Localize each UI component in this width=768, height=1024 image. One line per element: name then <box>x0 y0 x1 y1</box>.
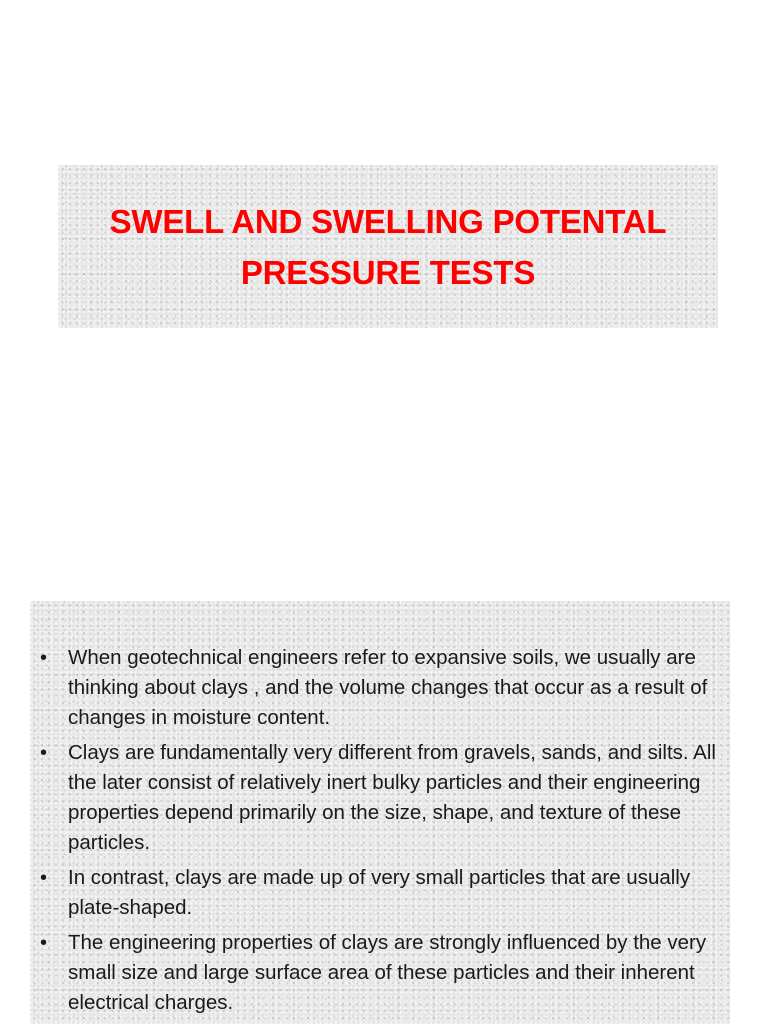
bullet-icon: • <box>40 867 48 889</box>
slide-title: SWELL AND SWELLING POTENTAL PRESSURE TESTS <box>109 202 667 291</box>
bullet-text: In contrast, clays are made up of very small particles that are usually plate-shaped. <box>68 866 691 919</box>
bullet-text: When geotechnical engineers refer to expansive soils, we usually are thinking about clays , and the volume changes that occur as a result of changes in moisture content. <box>68 646 708 729</box>
bullet-icon: • <box>40 932 48 954</box>
bullet-text: The engineering properties of clays are strongly influenced by the very small size and large surface area of these particles and their inherent electrical charges. <box>68 931 707 1014</box>
bullet-list <box>40 643 728 1023</box>
content-slide <box>30 601 730 1024</box>
bullet-icon: • <box>40 742 48 764</box>
bullet-item <box>40 643 728 733</box>
bullet-item <box>40 863 728 923</box>
bullet-icon: • <box>40 647 48 669</box>
bullet-item <box>40 738 728 858</box>
bullet-item <box>40 928 728 1018</box>
bullet-text: Clays are fundamentally very different from gravels, sands, and silts. All the later consist of relatively inert bulky particles and their engineering properties depend primarily on the size, shape, and texture of these particles. <box>68 741 716 854</box>
title-slide <box>58 165 718 328</box>
